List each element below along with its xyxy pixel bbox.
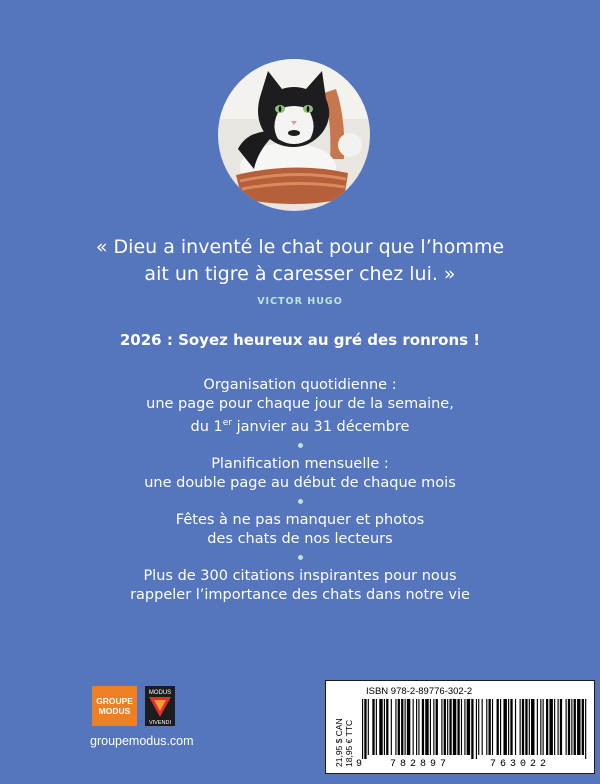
- feature-line: des chats de nos lecteurs: [207, 531, 393, 547]
- barcode-bar: [537, 699, 538, 755]
- barcode-bar: [571, 699, 572, 755]
- barcode-bar: [362, 699, 363, 759]
- barcode-bar: [515, 699, 516, 755]
- barcode-bar: [447, 699, 448, 755]
- price-eur: 18,95 € TTC: [344, 719, 354, 767]
- barcode-bar: [520, 699, 521, 755]
- feature-item: [0, 511, 600, 549]
- quote: [0, 234, 600, 288]
- quote-author: VICTOR HUGO: [257, 296, 343, 307]
- feature-line: Plus de 300 citations inspirantes pour nous: [143, 568, 457, 584]
- feature-line: rappeler l’importance des chats dans notre vie: [130, 587, 470, 603]
- barcode-bar: [508, 699, 509, 755]
- publisher-website[interactable]: groupemodus.com: [90, 734, 194, 748]
- barcode-bar: [531, 699, 534, 755]
- barcode-bar: [395, 699, 396, 755]
- feature-line: une double page au début de chaque mois: [144, 475, 456, 491]
- barcode-bar: [497, 699, 499, 755]
- barcode-bar: [492, 699, 493, 755]
- barcode-bar: [582, 699, 584, 755]
- feature-text: du 1: [190, 419, 223, 435]
- feature-text: janvier au 31 décembre: [232, 419, 410, 435]
- price-can: 21,95 $ CAN: [334, 718, 344, 767]
- barcode-bar: [503, 699, 506, 755]
- barcode-bar: [436, 699, 438, 755]
- barcode-bar: [430, 699, 431, 755]
- barcode-bar: [416, 699, 417, 755]
- barcode-bar: [372, 699, 374, 755]
- feature-item: [0, 376, 600, 437]
- barcode-bar: [471, 699, 473, 759]
- barcode-bar: [467, 699, 470, 755]
- barcode-bar: [386, 699, 388, 755]
- vivendi-top-text: MODUS: [148, 690, 172, 696]
- barcode-bar: [401, 699, 403, 755]
- barcode-bar: [574, 699, 576, 755]
- barcode-bar: [413, 699, 414, 755]
- barcode-bar: [560, 699, 562, 755]
- barcode-bar: [391, 699, 392, 755]
- logo-text: GROUPE: [96, 696, 133, 706]
- barcode-bar: [422, 699, 424, 755]
- bullet-dot: [298, 443, 303, 448]
- barcode-bar: [489, 699, 491, 755]
- superscript: er: [222, 418, 232, 428]
- barcode-bar: [384, 699, 385, 755]
- isbn-label: ISBN 978-2-89776-302-2: [366, 686, 473, 697]
- barcode-bar: [476, 699, 477, 759]
- cat-illustration: [218, 59, 370, 211]
- barcode-bar: [425, 699, 428, 755]
- barcode-panel: [325, 680, 595, 774]
- vivendi-bottom-text: VIVENDI: [148, 720, 172, 726]
- ean-digits: [356, 759, 592, 770]
- vivendi-logo-graphic: [145, 686, 175, 726]
- price-block: [330, 685, 356, 769]
- barcode-bar: [522, 699, 524, 755]
- barcode-bar: [566, 699, 567, 755]
- barcode-bar: [540, 699, 541, 755]
- barcode-bars: [356, 699, 592, 759]
- feature-line: une page pour chaque jour de la semaine,: [146, 396, 454, 412]
- barcode-bar: [546, 699, 548, 755]
- ean-group-1: 782897: [390, 759, 451, 770]
- ean-first-digit: 9: [356, 759, 363, 770]
- quote-line-1: « Dieu a inventé le chat pour que l’homme: [95, 236, 505, 258]
- barcode-bar: [418, 699, 419, 755]
- barcode-bar: [482, 699, 483, 755]
- barcode-bar: [453, 699, 456, 755]
- logo-text: MODUS: [98, 706, 131, 716]
- barcode-bar: [464, 699, 465, 755]
- barcode-bar: [457, 699, 459, 755]
- barcode-bar: [441, 699, 442, 755]
- barcode-bar: [376, 699, 377, 755]
- barcode-bar: [478, 699, 479, 755]
- barcode-bar: [500, 699, 501, 755]
- cat-photo: [218, 59, 370, 211]
- modus-vivendi-logo: [145, 686, 175, 726]
- feature-list: [0, 376, 600, 605]
- barcode-bar: [461, 699, 462, 755]
- barcode-bar: [543, 699, 544, 755]
- barcode-bar: [568, 699, 570, 755]
- tagline: 2026 : Soyez heureux au gré des ronrons !: [119, 331, 481, 349]
- barcode-bar: [379, 699, 382, 755]
- bullet-dot: [298, 499, 303, 504]
- bullet-dot: [298, 555, 303, 560]
- feature-line: Planification mensuelle :: [211, 456, 389, 472]
- barcode-bar: [510, 699, 512, 755]
- ean-group-2: 763022: [490, 759, 551, 770]
- barcode-bar: [554, 699, 555, 755]
- feature-line: Organisation quotidienne :: [203, 377, 397, 393]
- feature-item: [0, 567, 600, 605]
- quote-line-2: ait un tigre à caresser chez lui. »: [144, 263, 456, 285]
- barcode-bar: [577, 699, 580, 755]
- barcode-bar: [405, 699, 406, 755]
- barcode-bar: [407, 699, 410, 755]
- barcode-bar: [585, 699, 586, 759]
- barcode-bar: [433, 699, 434, 755]
- barcode-bar: [449, 699, 451, 755]
- barcode-bar: [525, 699, 527, 755]
- barcode-bar: [549, 699, 552, 755]
- barcode-bar: [364, 699, 366, 759]
- feature-line: [0, 414, 600, 437]
- barcode-bar: [529, 699, 530, 755]
- feature-line: Fêtes à ne pas manquer et photos: [175, 512, 425, 528]
- barcode-bar: [486, 699, 487, 755]
- feature-item: [0, 455, 600, 493]
- barcode-bar: [558, 699, 559, 755]
- barcode-bar: [444, 699, 446, 755]
- barcode-bar: [368, 699, 369, 755]
- groupe-modus-logo: [92, 686, 137, 726]
- barcode-bar: [398, 699, 400, 755]
